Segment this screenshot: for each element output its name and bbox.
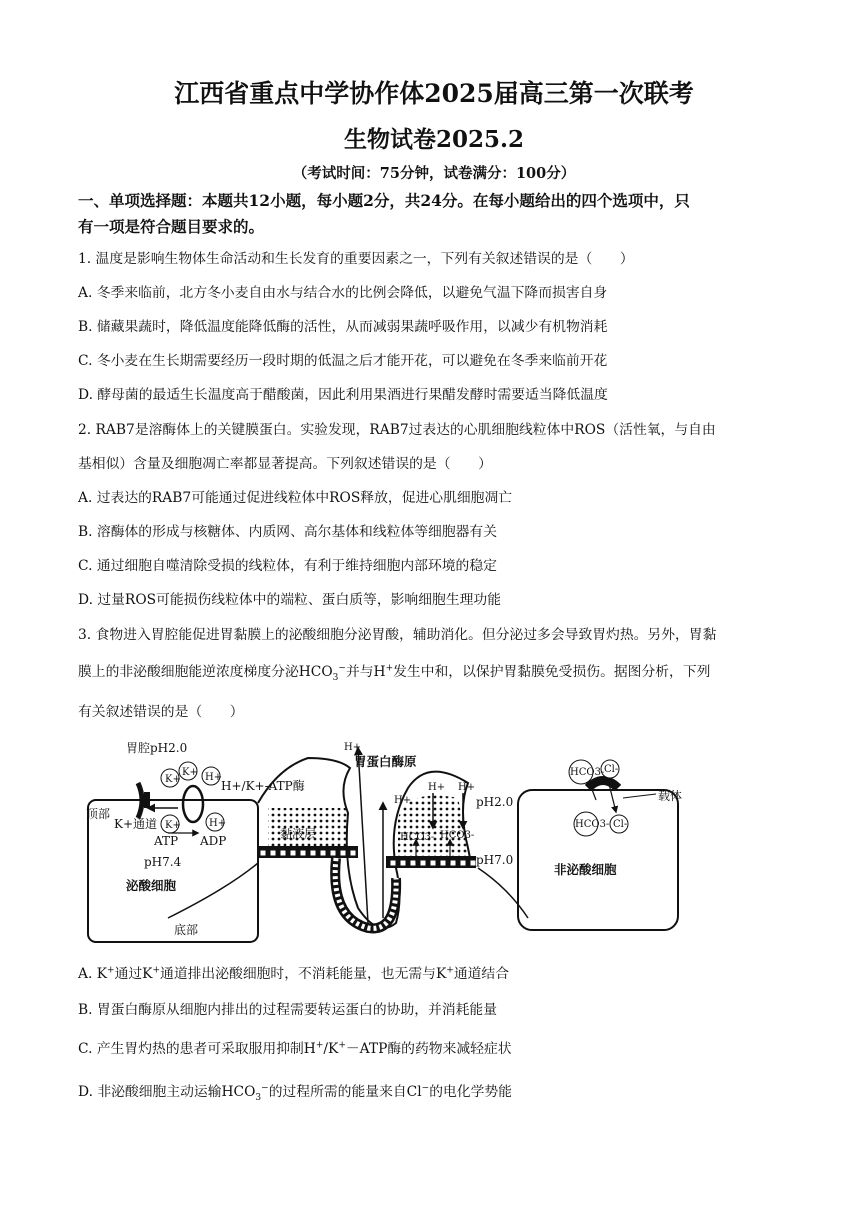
- q2-stem-line1: 2. RAB7是溶酶体上的关键膜蛋白。实验发现，RAB7过表达的心肌细胞线粒体中ROS（活性氧，与自由: [78, 422, 716, 438]
- q3-option-c: C. 产生胃灼热的患者可采取服用抑制H+/K+－ATP酶的药物来减轻症状: [78, 1040, 512, 1057]
- k-ion-1: K+: [165, 774, 181, 785]
- q1-option-c: C. 冬小麦在生长期需要经历一段时期的低温之后才能开花，可以避免在冬季来临前开花: [78, 353, 608, 369]
- apical-label: 顶部: [86, 807, 111, 821]
- h-ion-5: H+: [428, 782, 446, 793]
- q1-option-d: D. 酵母菌的最适生长温度高于醋酸菌，因此利用果酒进行果醋发酵时需要适当降低温度: [78, 387, 608, 403]
- q2-option-b: B. 溶酶体的形成与核糖体、内质网、高尔基体和线粒体等细胞器有关: [78, 524, 498, 540]
- q2-option-d: D. 过量ROS可能损伤线粒体中的端粒、蛋白质等，影响细胞生理功能: [78, 592, 502, 608]
- atp-label: ATP: [154, 834, 179, 848]
- adp-label: ADP: [200, 834, 227, 848]
- cl-label-2: Cl-: [613, 819, 628, 830]
- exam-title: 江西省重点中学协作体2025届高三第一次联考: [174, 79, 694, 108]
- k-ion-3: K+: [165, 820, 181, 831]
- non-acid-secreting-cell: [518, 760, 678, 930]
- ph70-label: pH7.0: [476, 853, 514, 867]
- hco3-label-4: HCO3-: [575, 819, 610, 830]
- basal-label: 底部: [174, 923, 199, 937]
- h-ion-1: H+: [205, 772, 223, 783]
- h-ion-4: H+: [394, 795, 412, 806]
- cell-ph-label: pH7.4: [144, 855, 182, 869]
- cl-label-1: Cl-: [604, 764, 619, 775]
- q2-option-a: A. 过表达的RAB7可能通过促进线粒体中ROS释放，促进心肌细胞凋亡: [78, 490, 513, 506]
- ph20-label: pH2.0: [476, 795, 514, 809]
- q1-option-b: B. 储藏果蔬时，降低温度能降低酶的活性，从而减弱果蔬呼吸作用，以减少有机物消耗: [78, 319, 608, 335]
- exam-subtitle: 生物试卷2025.2: [343, 126, 525, 153]
- section-heading-line2: 有一项是符合题目要求的。: [78, 217, 265, 236]
- mucus-label: 黏液层: [280, 827, 317, 841]
- hco3-label-1: HCO3-: [400, 832, 435, 843]
- acid-cell-label: 泌酸细胞: [126, 878, 177, 893]
- pepsinogen-label: 胃蛋白酶原: [354, 754, 417, 769]
- q2-option-c: C. 通过细胞自噬清除受损的线粒体，有利于维持细胞内部环境的稳定: [78, 558, 497, 574]
- q3-stem-line1: 3. 食物进入胃腔能促进胃黏膜上的泌酸细胞分泌胃酸，辅助消化。但分泌过多会导致胃灼热。另外，胃黏: [78, 627, 717, 643]
- exam-info: （考试时间：75分钟，试卷满分：100分）: [292, 165, 576, 182]
- q3-option-a: A. K+通过K+通道排出泌酸细胞时，不消耗能量，也无需与K+通道结合: [78, 965, 510, 982]
- carrier-label: 载体: [658, 789, 683, 803]
- q1-option-a: A. 冬季来临前，北方冬小麦自由水与结合水的比例会降低，以避免气温下降而损害自身: [78, 285, 608, 301]
- hco3-label-3: HCO3-: [570, 767, 605, 778]
- q3-stem-line2: 膜上的非泌酸细胞能逆浓度梯度分泌$HCO_3^-$并与H+发生中和，以保护胃黏膜免受损伤。据图分析，下列: [78, 663, 711, 683]
- hco3-label-2: HCO3-: [440, 830, 475, 841]
- q3-option-b: B. 胃蛋白酶原从细胞内排出的过程需要转运蛋白的协助，并消耗能量: [78, 1002, 498, 1018]
- k-ion-2: K+: [182, 767, 198, 778]
- q2-stem-line2: 基相似）含量及细胞凋亡率都显著提高。下列叙述错误的是（ ）: [78, 456, 492, 472]
- h-ion-3: H+: [344, 742, 362, 753]
- k-channel-label: K+通道: [114, 817, 158, 831]
- q3-stem-line3: 有关叙述错误的是（ ）: [78, 704, 244, 720]
- h-ion-2: H+: [209, 818, 227, 829]
- stomach-diagram: [78, 728, 758, 943]
- nonacid-cell-label: 非泌酸细胞: [554, 862, 617, 877]
- q3-option-d: D. 非泌酸细胞主动运输$HCO_3^-$的过程所需的能量来自Cl−的电化学势能: [78, 1083, 512, 1103]
- lumen-ph-label: 胃腔pH2.0: [126, 741, 188, 755]
- hk-atpase-label: H+/K+-ATP酶: [221, 779, 305, 793]
- q1-stem: 1. 温度是影响生物体生命活动和生长发育的重要因素之一，下列有关叙述错误的是（ ）: [78, 251, 634, 267]
- h-ion-6: H+: [458, 782, 476, 793]
- section-heading-line1: 一、单项选择题：本题共12小题，每小题2分，共24分。在每小题给出的四个选项中，只: [78, 191, 690, 210]
